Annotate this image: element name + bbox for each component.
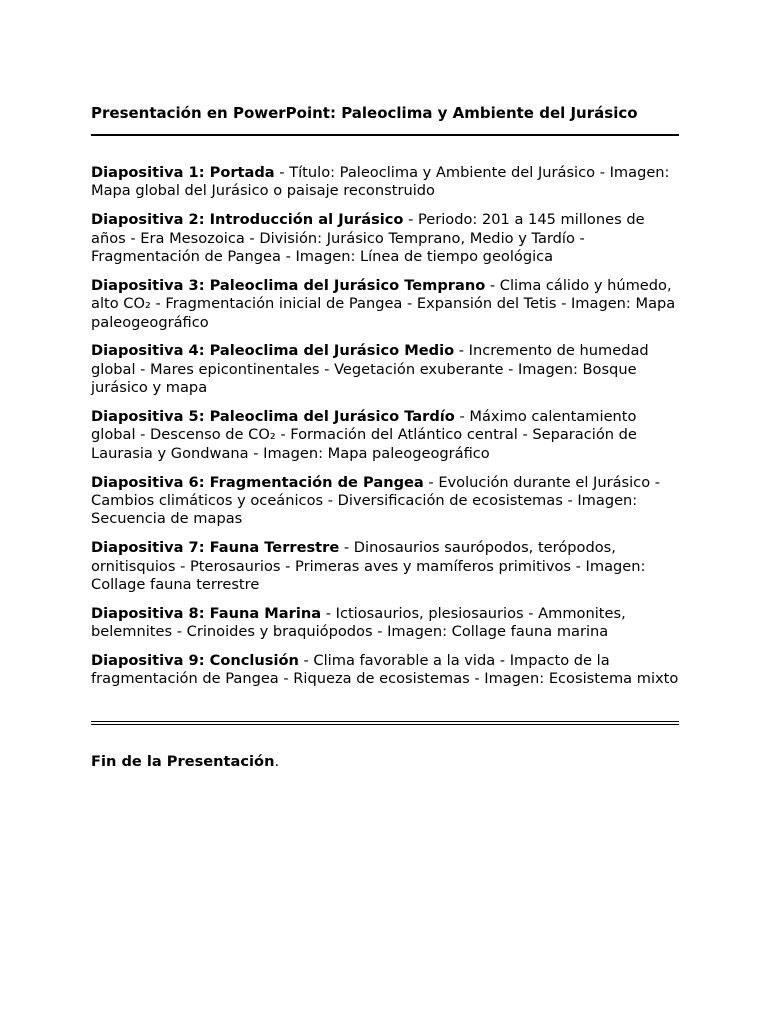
slide-item bbox=[91, 164, 679, 201]
slide-item bbox=[91, 211, 679, 266]
slide-description: - Periodo: 201 a 145 millones de años - Era Mesozoica - División: Jurásico Temprano, Medio y Tardío - Fragmentación de Pangea - Imagen: Línea de tiempo geológica bbox=[91, 211, 645, 266]
slide-title: Diapositiva 8: Fauna Marina bbox=[91, 604, 322, 622]
slide-description: - Clima favorable a la vida - Impacto de la fragmentación de Pangea - Riqueza de ecosistemas - Imagen: Ecosistema mixto bbox=[91, 652, 679, 688]
slide-description: - Ictiosaurios, plesiosaurios - Ammonites, belemnites - Crinoides y braquiópodos - Imagen: Collage fauna marina bbox=[91, 604, 626, 641]
slide-title: Diapositiva 3: Paleoclima del Jurásico Temprano bbox=[91, 276, 486, 294]
slide-description: - Clima cálido y húmedo, alto CO₂ - Fragmentación inicial de Pangea - Expansión del Tetis - Imagen: Mapa paleogeográfico bbox=[91, 276, 676, 331]
slide-title: Diapositiva 1: Portada bbox=[91, 164, 275, 181]
slide-item bbox=[91, 539, 679, 594]
slide-description: - Dinosaurios saurópodos, terópodos, ornitisquios - Pterosaurios - Primeras aves y mamíferos primitivos - Imagen: Collage fauna terrestre bbox=[91, 539, 646, 594]
title-divider bbox=[91, 134, 679, 136]
slide-description: - Máximo calentamiento global - Descenso de CO₂ - Formación del Atlántico central - Separación de Laurasia y Gondwana - Imagen: Mapa paleogeográfico bbox=[91, 408, 637, 462]
slide-item bbox=[91, 277, 679, 332]
slide-item bbox=[91, 474, 679, 529]
end-text: Fin de la Presentación bbox=[91, 753, 275, 770]
slide-description: - Evolución durante el Jurásico - Cambios climáticos y oceánicos - Diversificación de ecosistemas - Imagen: Secuencia de mapas bbox=[91, 473, 661, 528]
slide-description: - Incremento de humedad global - Mares epicontinentales - Vegetación exuberante - Imagen: Bosque jurásico y mapa bbox=[91, 342, 649, 397]
slide-item bbox=[91, 652, 679, 689]
slide-item bbox=[91, 408, 679, 463]
document-title: Presentación en PowerPoint: Paleoclima y Ambiente del Jurásico bbox=[91, 104, 638, 122]
end-punctuation: . bbox=[274, 753, 280, 770]
slide-title: Diapositiva 7: Fauna Terrestre bbox=[91, 539, 340, 557]
slide-title: Diapositiva 6: Fragmentación de Pangea bbox=[91, 473, 424, 491]
slide-title: Diapositiva 9: Conclusión bbox=[91, 652, 299, 670]
slide-title: Diapositiva 5: Paleoclima del Jurásico Tardío bbox=[91, 408, 455, 426]
slide-item bbox=[91, 605, 679, 642]
slide-description: - Título: Paleoclima y Ambiente del Jurásico - Imagen: Mapa global del Jurásico o paisaje reconstruido bbox=[91, 164, 670, 200]
end-divider bbox=[91, 721, 679, 725]
slide-item bbox=[91, 342, 679, 397]
slide-list bbox=[91, 164, 679, 699]
slide-title: Diapositiva 4: Paleoclima del Jurásico Medio bbox=[91, 342, 455, 360]
end-note bbox=[91, 752, 279, 772]
slide-title: Diapositiva 2: Introducción al Jurásico bbox=[91, 211, 404, 229]
